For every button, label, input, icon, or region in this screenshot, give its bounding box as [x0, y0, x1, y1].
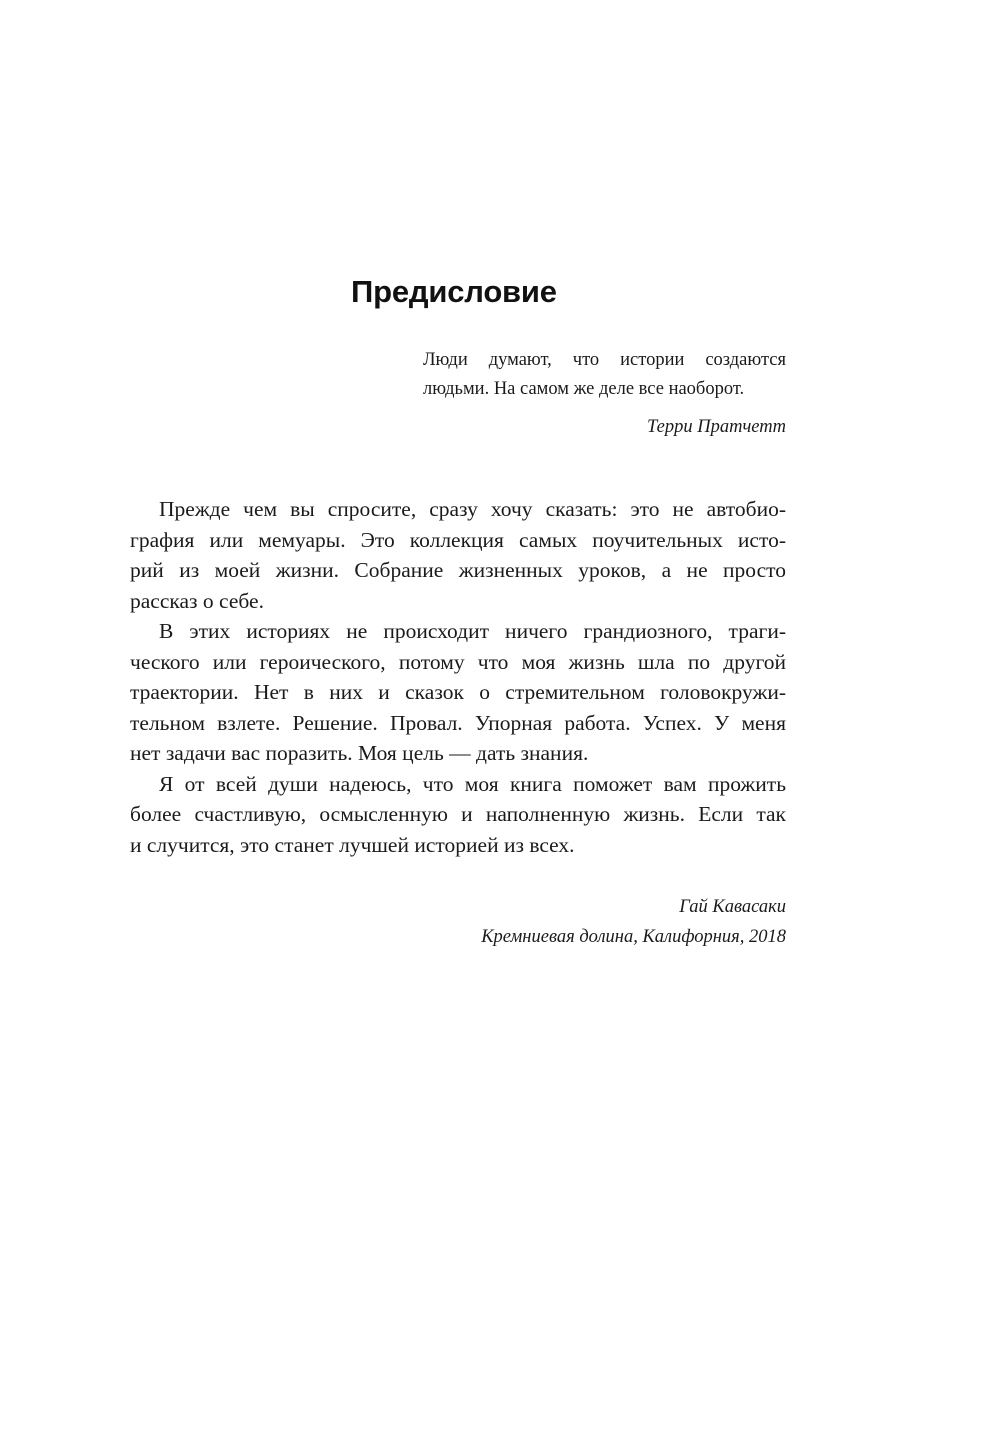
text-line: и случится, это станет лучшей историей из всех. [130, 832, 575, 857]
text-line: Прежде чем вы спросите, сразу хочу сказать: это не автобио- [159, 497, 786, 521]
text-line: рий из моей жизни. Собрание жизненных уроков, а не просто [130, 558, 786, 582]
signature [286, 892, 786, 952]
paragraph [130, 494, 786, 616]
text-line: ческого или героического, потому что моя жизнь шла по другой [130, 649, 786, 674]
epigraph [423, 346, 786, 442]
chapter-title: Предисловие [351, 274, 557, 309]
signature-place-date: Кремниевая долина, Калифорния, 2018 [481, 927, 786, 947]
epigraph-line: Люди думают, что истории создаются [423, 350, 786, 370]
text-line: траектории. Нет в них и сказок о стремительном головокружи- [130, 680, 786, 704]
signature-name: Гай Кавасаки [679, 897, 786, 917]
body-text [130, 494, 786, 860]
text-line: более счастливую, осмысленную и наполненную жизнь. Если так [130, 802, 786, 826]
text-line: тельном взлете. Решение. Провал. Упорная работа. Успех. У меня [130, 710, 786, 735]
text-line: В этих историях не происходит ничего грандиозного, траги- [159, 619, 786, 643]
text-line: нет задачи вас поразить. Моя цель — дать знания. [130, 741, 589, 765]
text-line: Я от всей души надеюсь, что моя книга поможет вам прожить [159, 771, 786, 796]
paragraph [130, 616, 786, 769]
epigraph-line: людьми. На самом же деле все наоборот. [423, 379, 745, 399]
epigraph-author: Терри Пратчетт [647, 417, 786, 437]
paragraph [130, 769, 786, 861]
text-line: графия или мемуары. Это коллекция самых поучительных исто- [130, 527, 786, 552]
text-line: рассказ о себе. [130, 588, 264, 613]
